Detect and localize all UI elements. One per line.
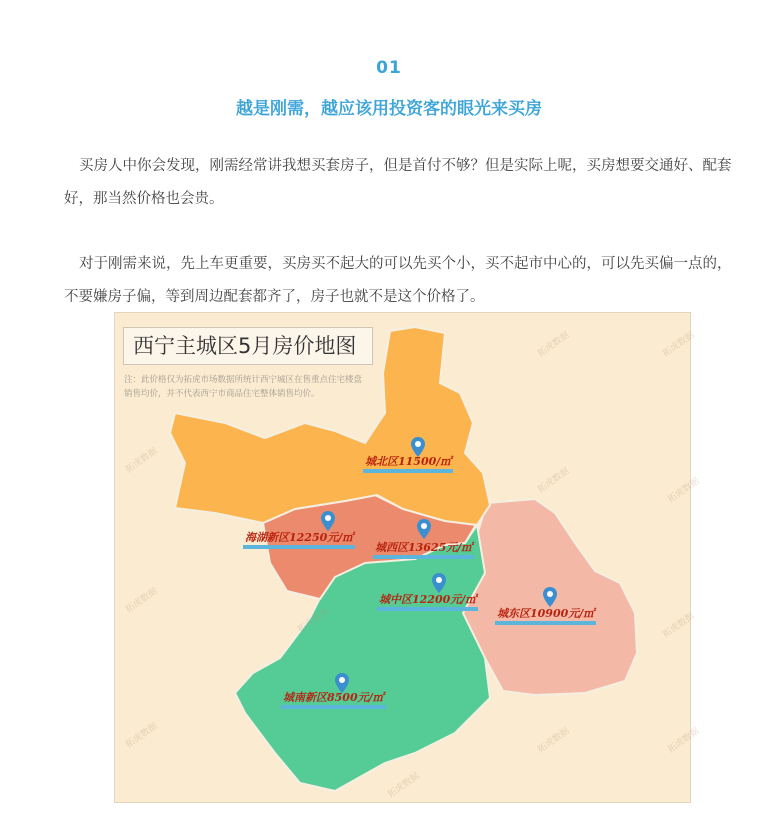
watermark: 拓虎数据 bbox=[536, 330, 572, 360]
district-label-chengxi: 城西区13625元/㎡ bbox=[373, 541, 474, 559]
watermark: 拓虎数据 bbox=[124, 586, 160, 616]
location-pin-icon bbox=[432, 573, 446, 593]
watermark: 拓虎数据 bbox=[536, 466, 572, 496]
map-note: 注：此价格仅为拓虎市场数据所统计西宁城区在售重点住宅楼盘销售均价，并不代表西宁市商品住宅整体销售均价。 bbox=[124, 375, 363, 399]
watermark: 拓虎数据 bbox=[386, 771, 422, 801]
district-label-chengdong: 城东区10900元/㎡ bbox=[495, 607, 596, 625]
location-pin-icon bbox=[543, 587, 557, 607]
watermark: 拓虎数据 bbox=[661, 330, 697, 360]
section-number: 01 bbox=[376, 58, 402, 78]
watermark: 拓虎数据 bbox=[661, 611, 697, 641]
district-label-chengzhong: 城中区12200元/㎡ bbox=[377, 593, 478, 611]
location-pin-icon bbox=[411, 437, 425, 457]
district-label-chengbei: 城北区11500/㎡ bbox=[363, 455, 453, 473]
paragraph-1: 买房人中你会发现，刚需经常讲我想买套房子，但是首付不够？但是实际上呢，买房想要交通好、配套好，那当然价格也会贵。 bbox=[64, 158, 732, 207]
watermark: 拓虎数据 bbox=[124, 446, 160, 476]
location-pin-icon bbox=[321, 511, 335, 531]
section-heading: 越是刚需，越应该用投资客的眼光来买房 bbox=[236, 99, 542, 119]
watermark: 拓虎数据 bbox=[666, 476, 702, 506]
price-map-image bbox=[114, 312, 702, 803]
location-pin-icon bbox=[417, 519, 431, 539]
district-label-haihu: 海湖新区12250元/㎡ bbox=[243, 531, 355, 549]
map-title: 西宁主城区5月房价地图 bbox=[123, 327, 373, 365]
watermark: 拓虎数据 bbox=[296, 606, 332, 636]
paragraph-2: 对于刚需来说，先上车更重要，买房买不起大的可以先买个小，买不起市中心的，可以先买偏一点的，不要嫌房子偏，等到周边配套都齐了，房子也就不是这个价格了。 bbox=[64, 256, 732, 305]
watermark: 拓虎数据 bbox=[124, 721, 160, 751]
watermark: 拓虎数据 bbox=[536, 726, 572, 756]
watermark: 拓虎数据 bbox=[666, 726, 702, 756]
district-label-chengnan: 城南新区8500元/㎡ bbox=[281, 691, 386, 709]
location-pin-icon bbox=[335, 673, 349, 693]
